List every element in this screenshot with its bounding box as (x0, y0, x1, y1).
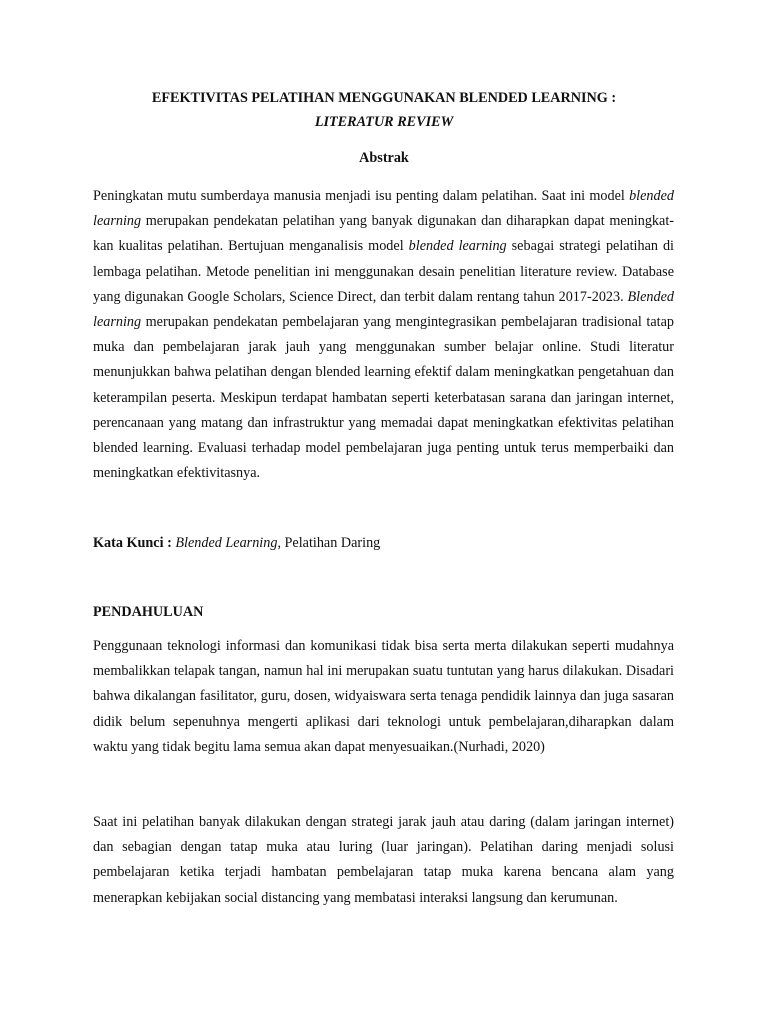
abstract-text: sebagai strategi pelatihan di lembaga pelatihan. Metode penelitian ini menggunakan desain penelitian literature review. Database yang digunakan Google Scholars, Science Direct, dan terbit dalam rentang tahun 2017-2023. (93, 238, 674, 305)
abstract-heading: Abstrak (359, 150, 409, 166)
introduction-paragraph-2: Saat ini pelatihan banyak dilakukan dengan strategi jarak jauh atau daring (dalam jaringan internet) dan sebagian dengan tatap muka atau luring (luar jaringan). Pelatihan daring menjadi solusi pembelajaran ketika terjadi hambatan pembelajaran tatap muka karena bencana alam yang menerapkan kebijakan social distancing yang membatasi interaksi langsung dan kerumunan. (93, 814, 674, 906)
section-heading-introduction: PENDAHULUAN (93, 604, 204, 620)
keyword-rest: , Pelatihan Daring (277, 535, 381, 551)
abstract-text: merupakan pendekatan pelatihan yang banyak digunakan dan diharapkan dapat meningkat-kan kualitas pelatihan. Bertujuan menganalisis model (93, 213, 674, 255)
abstract-paragraph (93, 184, 674, 486)
keywords-label: Kata Kunci : (93, 535, 172, 551)
abstract-emphasis: Blended learning (93, 288, 674, 331)
introduction-paragraph-1: Penggunaan teknologi informasi dan komunikasi tidak bisa serta merta dilakukan seperti mudahnya membalikkan telapak tangan, namun hal ini merupakan suatu tuntutan yang harus dilakukan. Disadari bahwa dikalangan fasilitator, guru, dosen, widyaiswara serta tenaga pendidik lainnya dan juga sasaran didik belum sepenuhnya mengerti aplikasi dari teknologi untuk pembelajaran,diharapkan dalam waktu yang tidak begitu lama semua akan dapat menyesuaikan.(Nurhadi, 2020) (93, 638, 674, 755)
abstract-text: Peningkatan mutu sumberdaya manusia menjadi isu penting dalam pelatihan. Saat ini model (93, 188, 630, 204)
keyword-italic: Blended Learning (175, 535, 278, 551)
abstract-emphasis: blended learning (408, 238, 507, 255)
keywords-line (93, 531, 674, 556)
paper-title: EFEKTIVITAS PELATIHAN MENGGUNAKAN BLENDED LEARNING : (151, 90, 617, 106)
abstract-text: merupakan pendekatan pembelajaran yang mengintegrasikan pembelajaran tradisional tatap muka dan pembelajaran jarak jauh yang menggunakan sumber belajar online. Studi literatur menunjukkan bahwa pelatihan dengan blended learning efektif dalam meningkatkan pengetahuan dan keterampilan peserta. Meskipun terdapat hambatan seperti keterbatasan sarana dan jaringan internet, perencanaan yang matang dan infrastruktur yang memadai dapat meningkatkan efektivitas pelatihan blended learning. Evaluasi terhadap model pembelajaran juga penting untuk terus memperbaiki dan meningkatkan efektivitasnya. (93, 314, 674, 482)
paper-subtitle: LITERATUR REVIEW (314, 114, 454, 130)
abstract-emphasis: blended learning (93, 188, 674, 230)
